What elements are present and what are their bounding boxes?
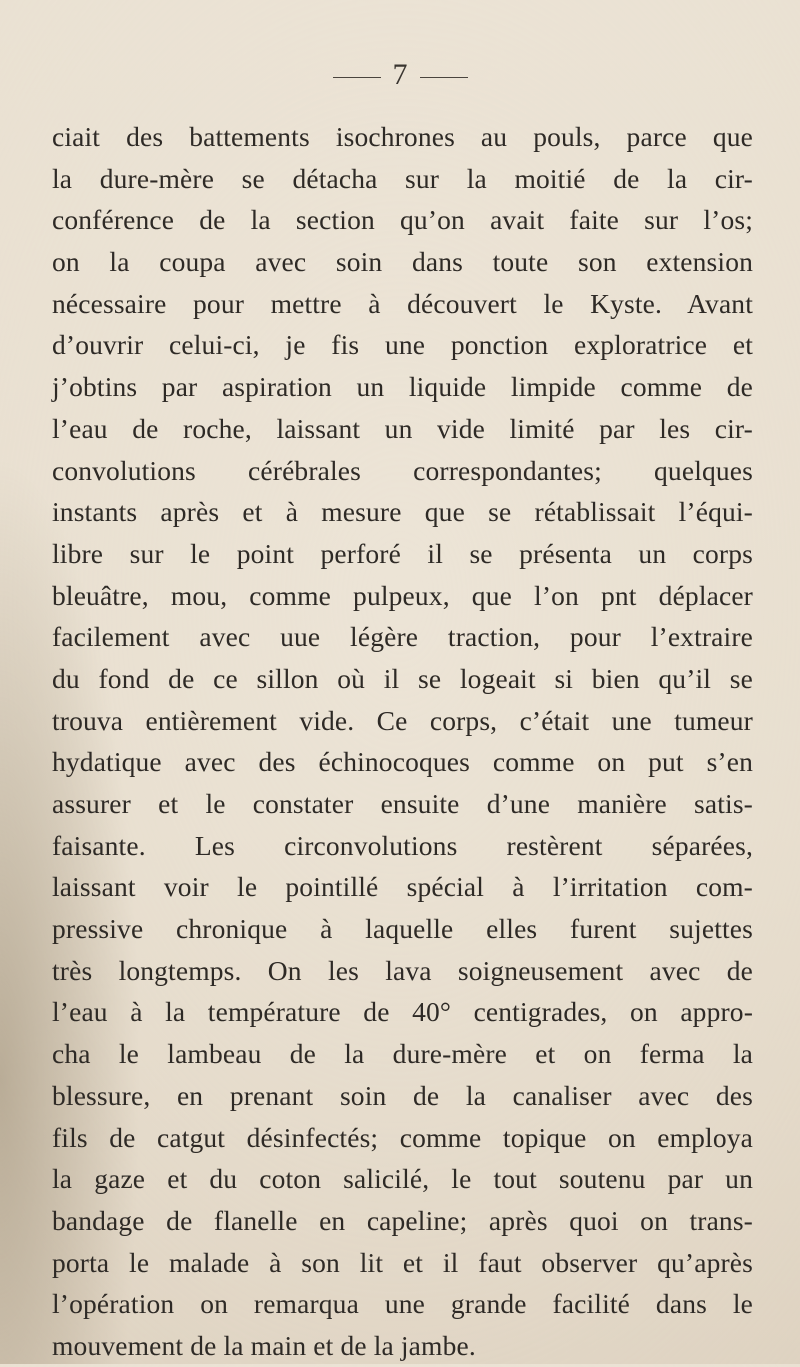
left-rule	[333, 77, 381, 78]
text-line: pressive chronique à laquelle elles furent sujettes	[52, 913, 753, 945]
page-number: 7	[392, 58, 408, 91]
text-line: laissant voir le pointillé spécial à l’irritation com-	[52, 871, 753, 903]
text-line: facilement avec uue légère traction, pour l’extraire	[52, 621, 753, 653]
body-text	[52, 116, 753, 1367]
text-line: ciait des battements isochrones au pouls, parce que	[52, 121, 753, 152]
text-line: d’ouvrir celui-ci, je fis une ponction exploratrice et	[52, 329, 753, 361]
text-line: porta le malade à son lit et il faut observer qu’après	[52, 1246, 753, 1278]
right-rule	[420, 77, 468, 78]
text-line: la dure-mère se détacha sur la moitié de la cir-	[52, 162, 753, 194]
page-number-header	[0, 58, 800, 92]
text-line: faisante. Les circonvolutions restèrent séparées,	[52, 829, 753, 861]
text-line: convolutions cérébrales correspondantes; quelques	[52, 454, 753, 486]
text-line: fils de catgut désinfectés; comme topique on employa	[52, 1121, 753, 1153]
text-line: blessure, en prenant soin de la canaliser avec des	[52, 1079, 753, 1111]
text-line: j’obtins par aspiration un liquide limpide comme de	[52, 371, 753, 403]
text-line: bandage de flanelle en capeline; après quoi on trans-	[52, 1204, 753, 1236]
text-line: la gaze et du coton salicilé, le tout soutenu par un	[52, 1163, 753, 1195]
text-line: instants après et à mesure que se rétablissait l’équi-	[52, 496, 753, 528]
text-line: conférence de la section qu’on avait faite sur l’os;	[52, 204, 753, 236]
text-line: nécessaire pour mettre à découvert le Kyste. Avant	[52, 287, 753, 319]
text-line: assurer et le constater ensuite d’une manière satis-	[52, 788, 753, 819]
text-line: très longtemps. On les lava soigneusement avec de	[52, 954, 753, 986]
text-line: trouva entièrement vide. Ce corps, c’était une tumeur	[52, 704, 753, 736]
text-line-last: mouvement de la main et de la jambe.	[52, 1329, 476, 1361]
text-line: l’opération on remarqua une grande facilité dans le	[52, 1288, 753, 1320]
text-line: libre sur le point perforé il se présenta un corps	[52, 537, 753, 569]
text-line: bleuâtre, mou, comme pulpeux, que l’on pnt déplacer	[52, 579, 753, 611]
text-line: on la coupa avec soin dans toute son extension	[52, 246, 753, 278]
text-line: l’eau à la température de 40° centigrades, on appro-	[52, 996, 753, 1028]
text-line: cha le lambeau de la dure-mère et on ferma la	[52, 1038, 753, 1070]
text-line: du fond de ce sillon où il se logeait si bien qu’il se	[52, 662, 753, 694]
text-line: hydatique avec des échinocoques comme on put s’en	[52, 746, 753, 778]
text-line: l’eau de roche, laissant un vide limité par les cir-	[52, 412, 753, 444]
